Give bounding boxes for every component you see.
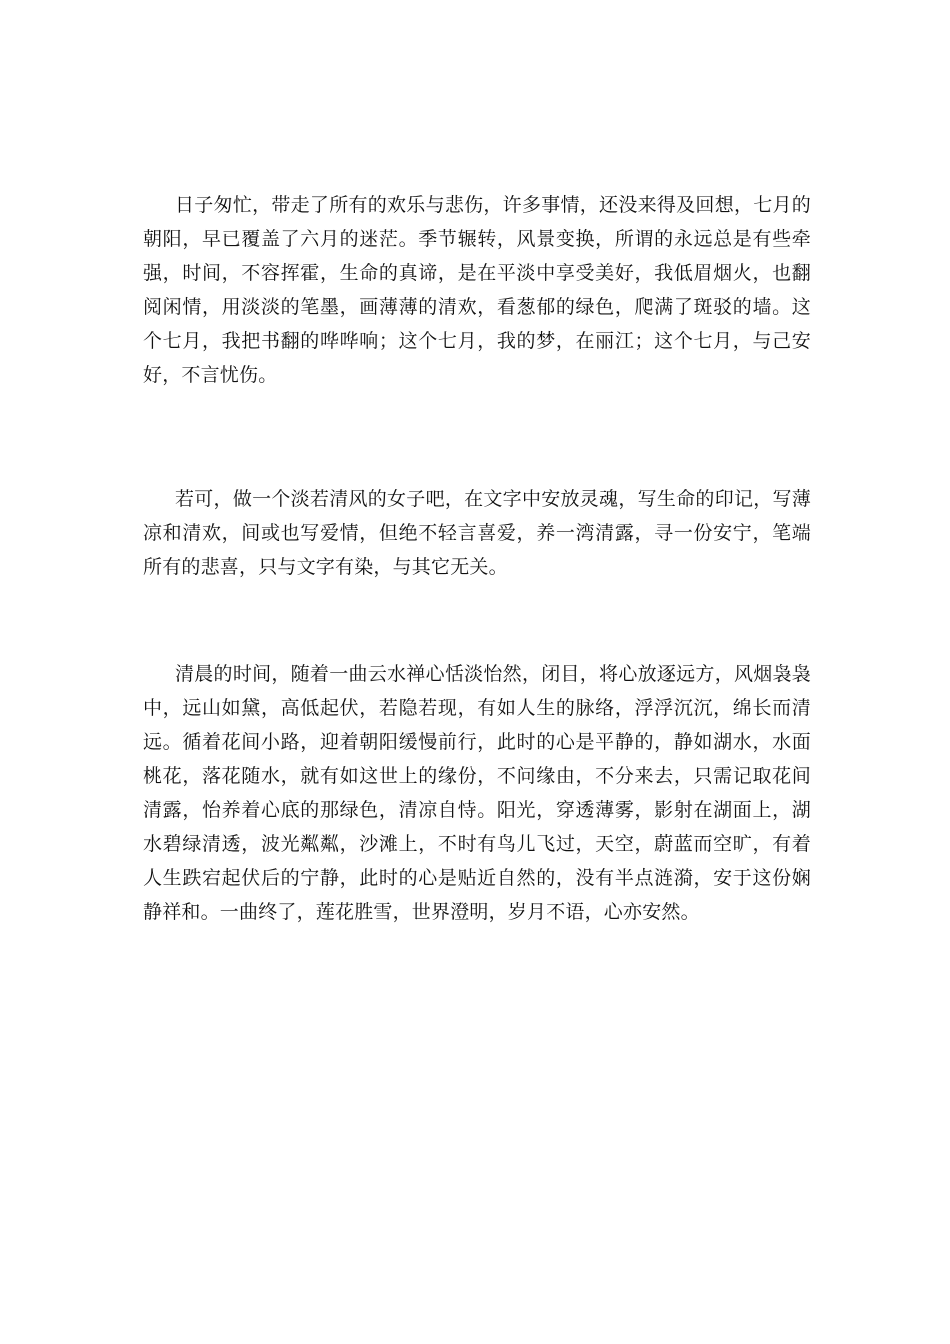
- paragraph-1: 日子匆忙，带走了所有的欢乐与悲伤，许多事情，还没来得及回想，七月的朝阳，早已覆盖了六月的迷茫。季节辗转，风景变换，所谓的永远总是有些牵强，时间，不容挥霍，生命的真谛，是在平淡中享受美好，我低眉烟火，也翻阅闲情，用淡淡的笔墨，画薄薄的清欢，看葱郁的绿色，爬满了斑驳的墙。这个七月，我把书翻的哗哗响；这个七月，我的梦，在丽江；这个七月，与己安好，不言忧伤。: [143, 194, 811, 386]
- paragraph-2: 若可，做一个淡若清风的女子吧，在文字中安放灵魂，写生命的印记，写薄凉和清欢，间或也写爱情，但绝不轻言喜爱，养一湾清露，寻一份安宁，笔端所有的悲喜，只与文字有染，与其它无关。: [143, 488, 811, 578]
- paragraph-3: 清晨的时间，随着一曲云水禅心恬淡怡然，闭目，将心放逐远方，风烟袅袅中，远山如黛，高低起伏，若隐若现，有如人生的脉络，浮浮沉沉，绵长而清远。循着花间小路，迎着朝阳缓慢前行，此时的心是平静的，静如湖水，水面桃花，落花随水，就有如这世上的缘份，不问缘由，不分来去，只需记取花间清露，怡养着心底的那绿色，清凉自恃。阳光，穿透薄雾，影射在湖面上，湖水碧绿清透，波光粼粼，沙滩上，不时有鸟儿飞过，天空，蔚蓝而空旷，有着人生跌宕起伏后的宁静，此时的心是贴近自然的，没有半点涟漪，安于这份娴静祥和。一曲终了，莲花胜雪，世界澄明，岁月不语，心亦安然。: [143, 663, 811, 923]
